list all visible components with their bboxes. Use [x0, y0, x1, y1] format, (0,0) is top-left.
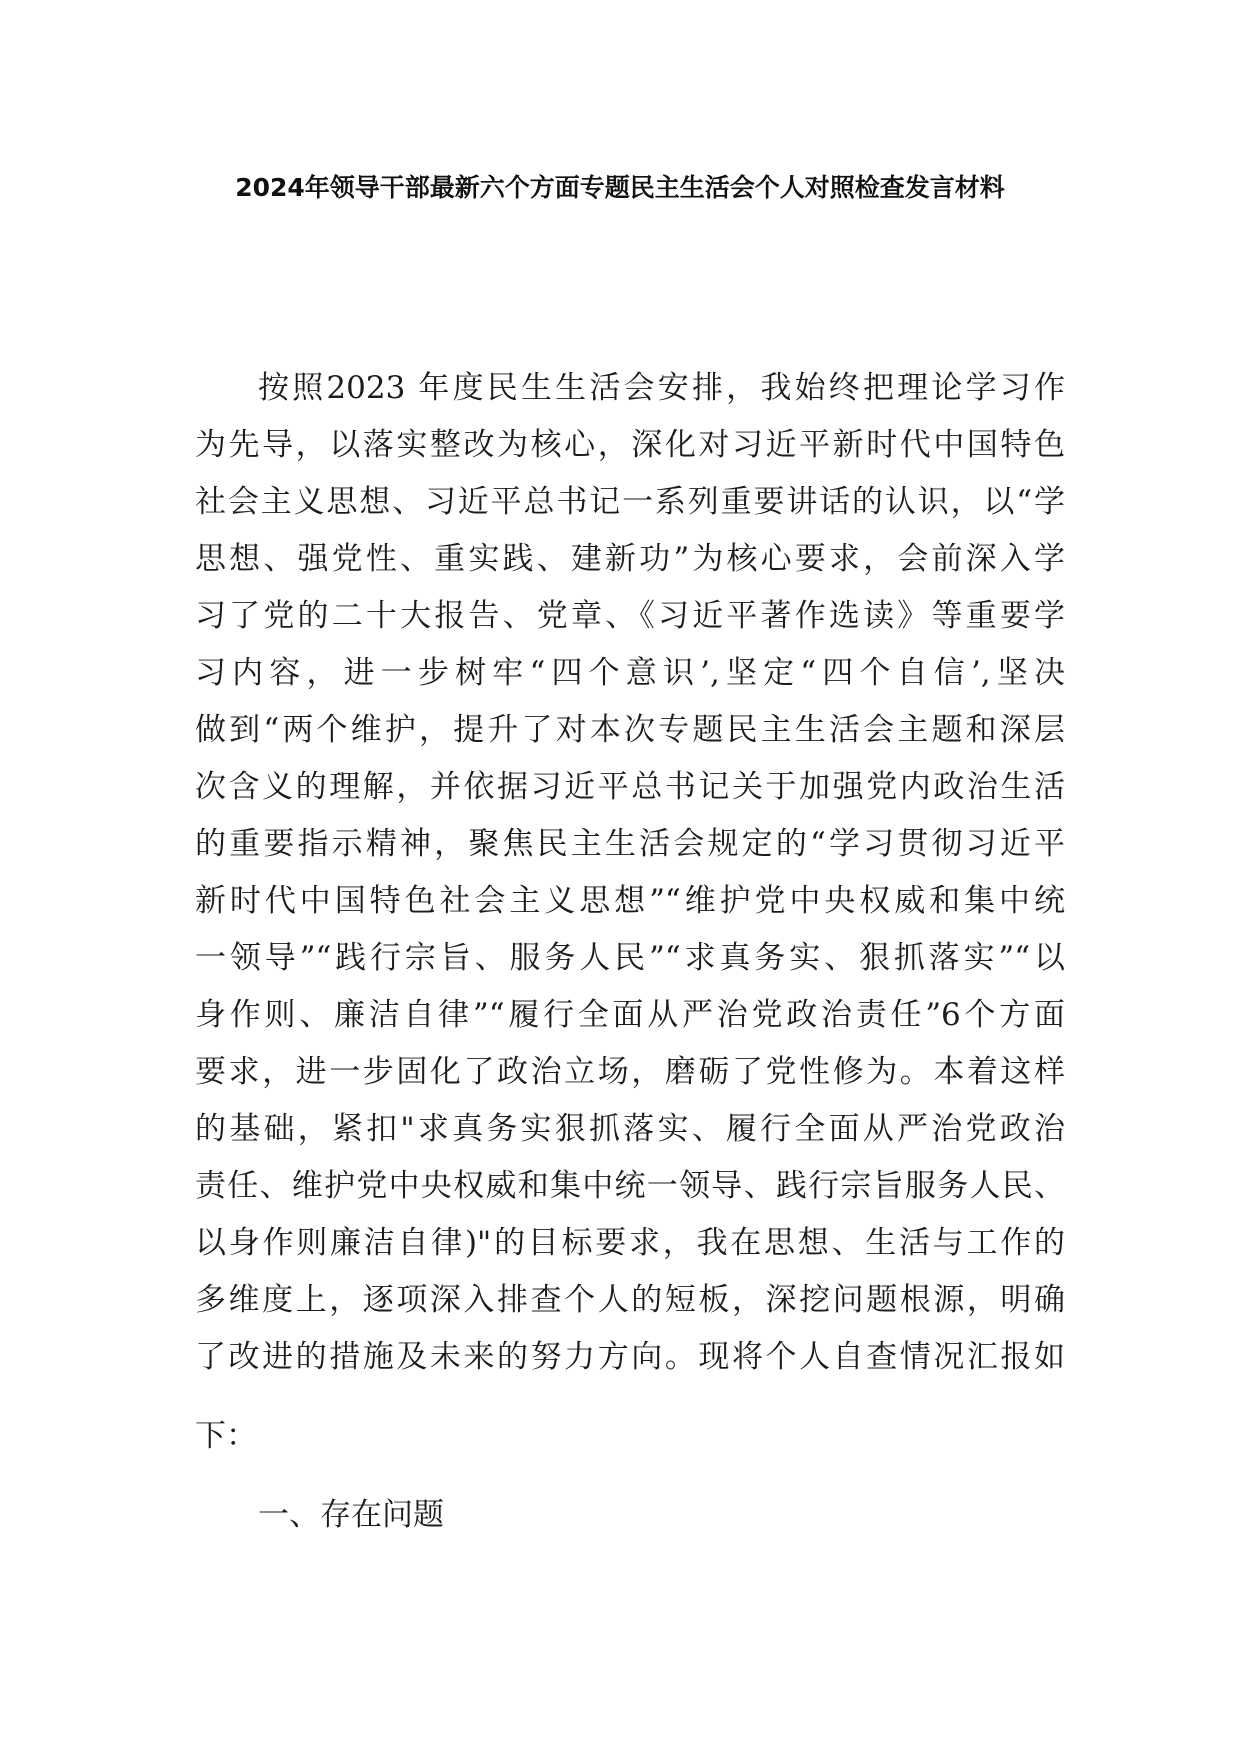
paragraph-line: 一领导”“践行宗旨、服务人民”“求真务实、狠抓落实”“以	[195, 940, 1065, 976]
paragraph-line: 思想、强党性、重实践、建新功”为核心要求，会前深入学	[195, 541, 1065, 577]
paragraph-line: 的重要指示精神，聚焦民主生活会规定的“学习贯彻习近平	[195, 826, 1065, 862]
paragraph-line: 要求，进一步固化了政治立场，磨砺了党性修为。本着这样	[195, 1054, 1065, 1090]
paragraph-line: 了改进的措施及未来的努力方向。现将个人自查情况汇报如	[195, 1339, 1065, 1375]
paragraph-line: 社会主义思想、习近平总书记一系列重要讲话的认识，以“学	[195, 484, 1065, 520]
paragraph-line: 按照2023 年度民生生活会安排，我始终把理论学习作	[258, 370, 1065, 406]
section-heading: 一、存在问题	[258, 1497, 444, 1533]
paragraph-line: 的基础，紧扣"求真务实狠抓落实、履行全面从严治党政治	[195, 1111, 1065, 1147]
paragraph-line: 习了党的二十大报告、党章、《习近平著作选读》等重要学	[195, 598, 1065, 634]
paragraph-line: 新时代中国特色社会主义思想”“维护党中央权威和集中统	[195, 883, 1065, 919]
paragraph-line: 为先导，以落实整改为核心，深化对习近平新时代中国特色	[195, 427, 1065, 463]
paragraph-line: 习内容，进一步树牢“四个意识’,坚定“四个自信’,坚决	[195, 655, 1065, 691]
document-title: 2024年领导干部最新六个方面专题民主生活会个人对照检查发言材料	[235, 173, 1005, 202]
paragraph-line: 责任、维护党中央权威和集中统一领导、践行宗旨服务人民、	[195, 1168, 1065, 1204]
paragraph-line: 以身作则廉洁自律)"的目标要求，我在思想、生活与工作的	[195, 1225, 1065, 1261]
paragraph-line: 多维度上，逐项深入排查个人的短板，深挖问题根源，明确	[195, 1282, 1065, 1318]
paragraph-line: 做到“两个维护，提升了对本次专题民主生活会主题和深层	[195, 712, 1065, 748]
intro-paragraph	[195, 360, 1065, 1544]
paragraph-line: 身作则、廉洁自律”“履行全面从严治党政治责任”6个方面	[195, 997, 1065, 1033]
paragraph-line: 下：	[195, 1418, 257, 1454]
paragraph-line: 次含义的理解，并依据习近平总书记关于加强党内政治生活	[195, 769, 1065, 805]
